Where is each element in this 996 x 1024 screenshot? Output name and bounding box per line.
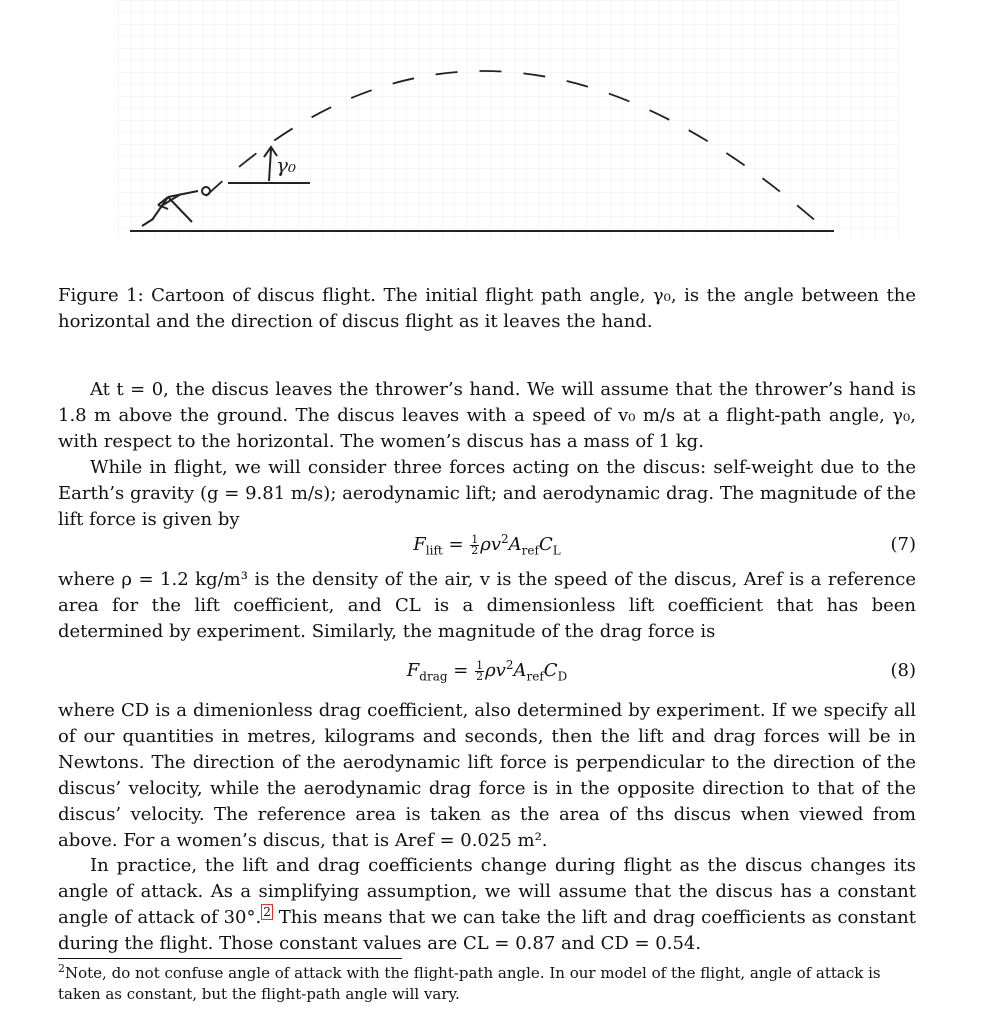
- footnote-2-mark: 2: [58, 962, 65, 975]
- eq8-lhs-sub: drag: [419, 669, 448, 684]
- eq8-half-fraction: $\frac{1}{2}$: [476, 658, 484, 683]
- eq7-coefficient: C: [538, 534, 553, 555]
- eq8-lhs: F: [406, 660, 420, 681]
- angle-label: γ₀: [276, 153, 296, 177]
- paragraph-5: [58, 853, 916, 957]
- eq8-rho-v: ρv: [485, 660, 506, 681]
- equation-number-7: (7): [890, 534, 916, 555]
- paragraph-4: where CD is a dimenionless drag coefficient, also determined by experiment. If we specify all of our quantities in metres, kilograms and seconds, then the lift and drag forces will be in Newtons. The direction of the aerodynamic lift force is perpendicular to the direction of the discus’ velocity, while the aerodynamic drag force is in the opposite direction to that of the discus’ velocity. The reference area is taken as the area of ths discus when viewed from above. For a women’s discus, that is Aref = 0.025 m².: [58, 700, 916, 851]
- paragraph-5-part-2: This means that we can take the lift and drag coefficients as constant during the flight. Those constant values are CL = 0.87 and CD = 0.54.: [58, 907, 916, 954]
- paragraph-2: While in flight, we will consider three forces acting on the discus: self-weight due to the Earth’s gravity (g = 9.81 m/s); aerodynamic lift; and aerodynamic drag. The magnitude of the lift force is given by: [58, 457, 916, 530]
- eq7-lhs-sub: lift: [425, 543, 443, 558]
- eq7-lhs: F: [413, 534, 426, 555]
- footnote-2: [58, 963, 916, 1005]
- eq8-square: 2: [505, 658, 514, 672]
- footnote-2-link[interactable]: 2: [263, 905, 271, 919]
- footnote-rule: [58, 958, 402, 959]
- paragraph-1: At t = 0, the discus leaves the thrower’s hand. We will assume that the thrower’s hand is 1.8 m above the ground. The discus leaves with a speed of v₀ m/s at a flight-path angle, γ₀, with respect to the horizontal. The women’s discus has a mass of 1 kg.: [58, 379, 916, 452]
- eq7-square: 2: [501, 532, 509, 546]
- equation-drag: $F_{drag}$ = $\frac{1}{2}$ $\rho v^2A_{ref}C_D$ (8): [406, 658, 916, 684]
- paragraph-3: where ρ = 1.2 kg/m³ is the density of the air, v is the speed of the discus, Aref is a reference area for the lift coefficient, and CL is a dimensionless lift coefficient that has been determined by experiment. Similarly, the magnitude of the drag force is: [58, 569, 916, 642]
- eq7-rho-v: ρv: [480, 534, 502, 555]
- eq7-coefficient-sub: L: [552, 543, 561, 558]
- eq8-area-sub: ref: [526, 669, 544, 684]
- eq7-half-fraction: $\frac{1}{2}$: [471, 532, 479, 557]
- eq8-coefficient-sub: D: [557, 669, 568, 684]
- equation-number-8: (8): [890, 660, 916, 681]
- figure-caption: Figure 1: Cartoon of discus flight. The initial flight path angle, γ₀, is the angle between the horizontal and the direction of discus flight as it leaves the hand.: [58, 285, 916, 332]
- eq8-coefficient: C: [543, 660, 558, 681]
- footnote-2-text: Note, do not confuse angle of attack with the flight-path angle. In our model of the flight, angle of attack is taken as constant, but the flight-path angle will vary.: [58, 964, 881, 1003]
- graph-paper-background: [116, 0, 900, 240]
- eq7-area-sub: ref: [521, 543, 539, 558]
- paragraph-5-part-1: In practice, the lift and drag coefficients change during flight as the discus changes its angle of attack. As a simplifying assumption, we will assume that the discus has a constant angle of attack of 30°.: [58, 855, 916, 928]
- discus-flight-figure: [58, 0, 918, 250]
- equation-lift: $F_{lift}$ = $\frac{1}{2}$ $\rho v^2A_{ref}C_L$ (7): [413, 532, 916, 558]
- eq8-area: A: [513, 660, 527, 681]
- eq7-area: A: [508, 534, 522, 555]
